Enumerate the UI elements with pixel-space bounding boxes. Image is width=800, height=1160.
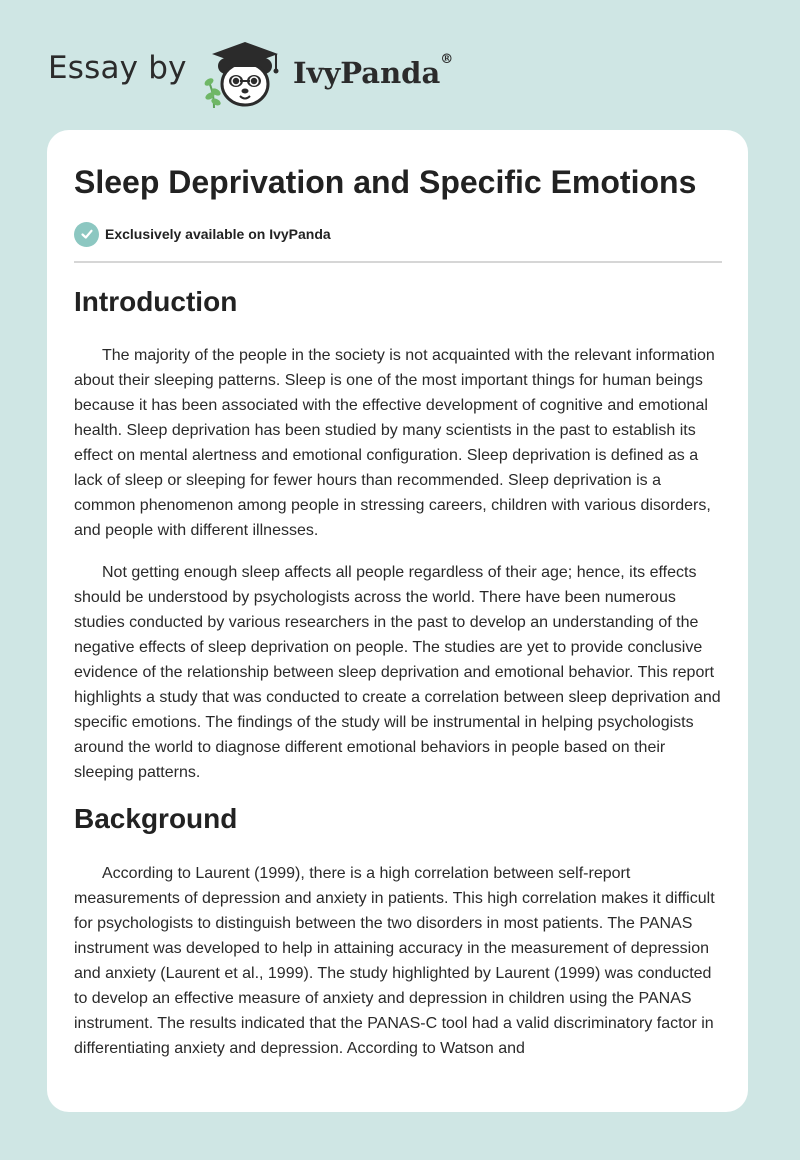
brand-prefix: Essay by xyxy=(48,50,187,86)
brand-name-text: IvyPanda xyxy=(293,56,441,90)
section-heading-background: Background xyxy=(74,803,238,834)
check-mark-glyph xyxy=(80,227,94,241)
paragraph: Not getting enough sleep affects all people regardless of their age; hence, its effects should be understood by psychologists across the world. There have been numerous studies conducted by various researchers in the past to develop an understanding of the negative effects of sleep deprivation on people. The studies are yet to provide conclusive evidence of the relationship between sleep deprivation and emotional behavior. This report highlights a study that was conducted to create a correlation between sleep deprivation and specific emotions. The findings of the study will be instrumental in helping psychologists around the world to diagnose different emotional behaviors in people based on their sleeping patterns. xyxy=(74,564,721,781)
check-icon xyxy=(74,222,99,247)
exclusive-badge-text: Exclusively available on IvyPanda xyxy=(105,226,331,242)
registered-mark: ® xyxy=(440,52,454,67)
paragraph: The majority of the people in the society is not acquainted with the relevant information about their sleeping patterns. Sleep is one of the most important things for human beings because it has been associated with the effective development of cognitive and emotional health. Sleep deprivation has been studied by many scientists in the past to establish its effect on mental alertness and emotional configuration. Sleep deprivation is defined as a lack of sleep or sleeping for fewer hours than recommended. Sleep deprivation is a common phenomenon among people in stressing careers, children with various disorders, and people with different illnesses. xyxy=(74,347,715,539)
title-divider xyxy=(74,261,722,263)
panda-graduate-icon[interactable] xyxy=(202,36,286,112)
essay-title: Sleep Deprivation and Specific Emotions xyxy=(74,164,697,200)
paragraph: According to Laurent (1999), there is a high correlation between self-report measurements of depression and anxiety in patients. This high correlation makes it difficult for psychologists to distinguish between the two disorders in most patients. The PANAS instrument was developed to help in attaining accuracy in the measurement of depression and anxiety (Laurent et al., 1999). The study highlighted by Laurent (1999) was conducted to develop an effective measure of anxiety and depression in children using the PANAS instrument. The results indicated that the PANAS-C tool had a valid discriminatory factor in differentiating anxiety and depression. According to Watson and xyxy=(74,865,715,1057)
section-heading-introduction: Introduction xyxy=(74,286,238,317)
exclusive-badge xyxy=(74,221,331,247)
essay-card xyxy=(47,130,748,1112)
brand-name[interactable] xyxy=(293,52,454,90)
site-header xyxy=(0,0,800,130)
